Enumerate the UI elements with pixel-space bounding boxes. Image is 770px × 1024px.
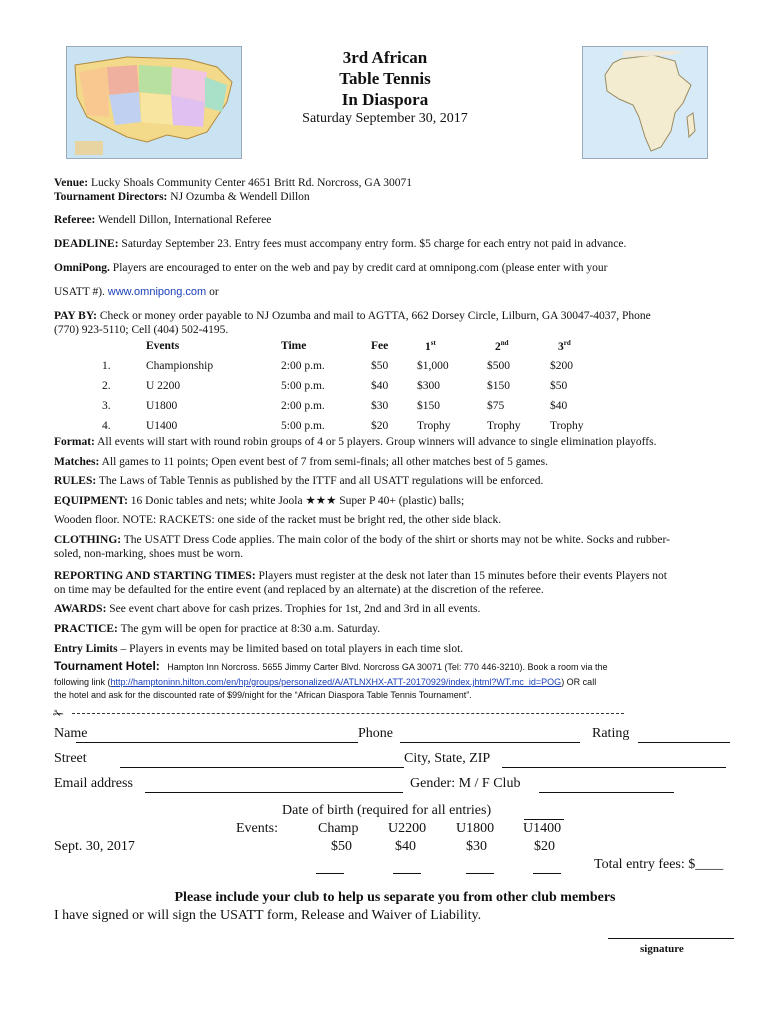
club-field[interactable] — [539, 792, 674, 793]
format-line: Format: All events will start with round robin groups of 4 or 5 players. Group winners will advance to single elimination playoffs. — [54, 436, 657, 448]
referee-line: Referee: Wendell Dillon, International Referee — [54, 214, 272, 226]
deadline-line: DEADLINE: Saturday September 23. Entry fees must accompany entry form. $5 charge for each entry not paid in advance. — [54, 238, 627, 250]
total-entry-fees: Total entry fees: $____ — [594, 857, 724, 872]
signature-field[interactable] — [608, 938, 734, 939]
name-field[interactable] — [76, 742, 358, 743]
table-row: 3. U1800 2:00 p.m. $30 $150 $75 $40 — [102, 400, 568, 412]
phone-label: Phone — [358, 726, 393, 741]
event-champ-checkbox[interactable] — [316, 873, 344, 874]
venue-line: Venue: Lucky Shoals Community Center 4651 Britt Rd. Norcross, GA 30071 — [54, 177, 412, 189]
event-champ-fee: $50 — [331, 839, 352, 854]
street-field[interactable] — [120, 767, 404, 768]
event-u2200-label: U2200 — [388, 821, 427, 836]
event-u1800-checkbox[interactable] — [466, 873, 494, 874]
time-header: Time — [281, 340, 307, 352]
clothing-line-2: soled, non-marking, shoes must be worn. — [54, 548, 244, 560]
events-label: Events: — [236, 821, 278, 836]
dob-label: Date of birth (required for all entries) — [282, 803, 492, 818]
waiver-statement: I have signed or will sign the USATT form, Release and Waiver of Liability. — [54, 908, 482, 923]
hotel-booking-link[interactable]: http://hamptoninn.hilton.com/en/hp/groups/personalized/A/ATLNXHX-ATT-20170929/index.jhtml?WT.mc_id=POG — [110, 677, 562, 687]
omnipong-line: OmniPong. Players are encouraged to enter on the web and pay by credit card at omnipong.com (please enter with your — [54, 262, 608, 274]
directors-line: Tournament Directors: NJ Ozumba & Wendell Dillon — [54, 191, 310, 203]
third-place-header: 3rd — [558, 339, 571, 353]
club-note: Please include your club to help us separate you from other club members — [174, 890, 616, 905]
matches-line: Matches: All games to 11 points; Open event best of 7 from semi-finals; all other matches best of 5 games. — [54, 456, 548, 468]
payby-line-1: PAY BY: Check or money order payable to NJ Ozumba and mail to AGTTA, 662 Dorsey Circle, Lilburn, GA 30047-4037, Phone — [54, 310, 651, 322]
equipment-line-1: EQUIPMENT: 16 Donic tables and nets; white Joola ★★★ Super P 40+ (plastic) balls; — [54, 495, 465, 507]
event-u1400-label: U1400 — [523, 821, 562, 836]
phone-field[interactable] — [400, 742, 580, 743]
fee-header: Fee — [371, 340, 389, 352]
reporting-line-1: REPORTING AND STARTING TIMES: Players must register at the desk not later than 15 minutes before their events Players not — [54, 570, 667, 582]
practice-line: PRACTICE: The gym will be open for practice at 8:30 a.m. Saturday. — [54, 623, 381, 635]
title-line-2: Table Tennis — [339, 69, 431, 88]
rating-label: Rating — [592, 726, 630, 741]
city-label: City, State, ZIP — [404, 751, 491, 766]
table-row: 2. U 2200 5:00 p.m. $40 $300 $150 $50 — [102, 380, 568, 392]
form-date: Sept. 30, 2017 — [54, 839, 135, 854]
rules-line: RULES: The Laws of Table Tennis as published by the ITTF and all USATT regulations will be enforced. — [54, 475, 544, 487]
cut-line — [72, 713, 624, 714]
hotel-line-2: following link (http://hamptoninn.hilton.com/en/hp/groups/personalized/A/ATLNXHX-ATT-20170929/index.jhtml?WT.mc_id=POG) OR call — [54, 677, 597, 687]
events-header-row — [86, 336, 608, 356]
email-label: Email address — [54, 776, 133, 791]
event-champ-label: Champ — [318, 821, 359, 836]
title-line-3: In Diaspora — [341, 90, 429, 109]
scissors-icon: ✁ — [53, 706, 64, 721]
hotel-line-1: Tournament Hotel: Hampton Inn Norcross. 5655 Jimmy Carter Blvd. Norcross GA 30071 (Tel: 770 446-3210). Book a room via the — [54, 659, 608, 673]
dob-field[interactable] — [524, 819, 564, 820]
event-u1800-label: U1800 — [456, 821, 495, 836]
signature-label: signature — [640, 943, 684, 955]
usatt-line: USATT #). www.omnipong.com or — [54, 286, 219, 298]
second-place-header: 2nd — [495, 339, 509, 353]
email-field[interactable] — [145, 792, 403, 793]
event-u1400-checkbox[interactable] — [533, 873, 561, 874]
events-table — [86, 336, 608, 436]
equipment-line-2: Wooden floor. NOTE: RACKETS: one side of the racket must be bright red, the other side black. — [54, 514, 502, 526]
first-place-header: 1st — [425, 339, 436, 353]
rating-field[interactable] — [638, 742, 730, 743]
event-date: Saturday September 30, 2017 — [302, 111, 468, 126]
table-row: 4. U1400 5:00 p.m. $20 Trophy Trophy Trophy — [102, 420, 584, 432]
awards-line: AWARDS: See event chart above for cash prizes. Trophies for 1st, 2nd and 3rd in all events. — [54, 603, 481, 615]
clothing-line-1: CLOTHING: The USATT Dress Code applies. The main color of the body of the shirt or shorts may not be white. Socks and rubber- — [54, 534, 670, 546]
entry-limits-line: Entry Limits – Players in events may be limited based on total players in each time slot. — [54, 643, 464, 655]
event-u1800-fee: $30 — [466, 839, 487, 854]
events-header: Events — [146, 340, 180, 352]
event-u2200-checkbox[interactable] — [393, 873, 421, 874]
gender-club-label: Gender: M / F Club — [410, 776, 521, 791]
street-label: Street — [54, 751, 87, 766]
payby-line-2: (770) 923-5110; Cell (404) 502-4195. — [54, 324, 229, 336]
reporting-line-2: on time may be defaulted for the entire event (and replaced by an alternate) at the discretion of the referee. — [54, 584, 544, 596]
name-label: Name — [54, 726, 88, 741]
event-u2200-fee: $40 — [395, 839, 416, 854]
hotel-line-3: the hotel and ask for the discounted rate of $99/night for the “African Diaspora Table Tennis Tournament”. — [54, 690, 472, 700]
title-line-1: 3rd African — [342, 48, 428, 67]
table-row: 1. Championship 2:00 p.m. $50 $1,000 $500 $200 — [102, 360, 573, 372]
omnipong-link[interactable]: www.omnipong.com — [107, 286, 207, 298]
city-field[interactable] — [502, 767, 726, 768]
event-u1400-fee: $20 — [534, 839, 555, 854]
